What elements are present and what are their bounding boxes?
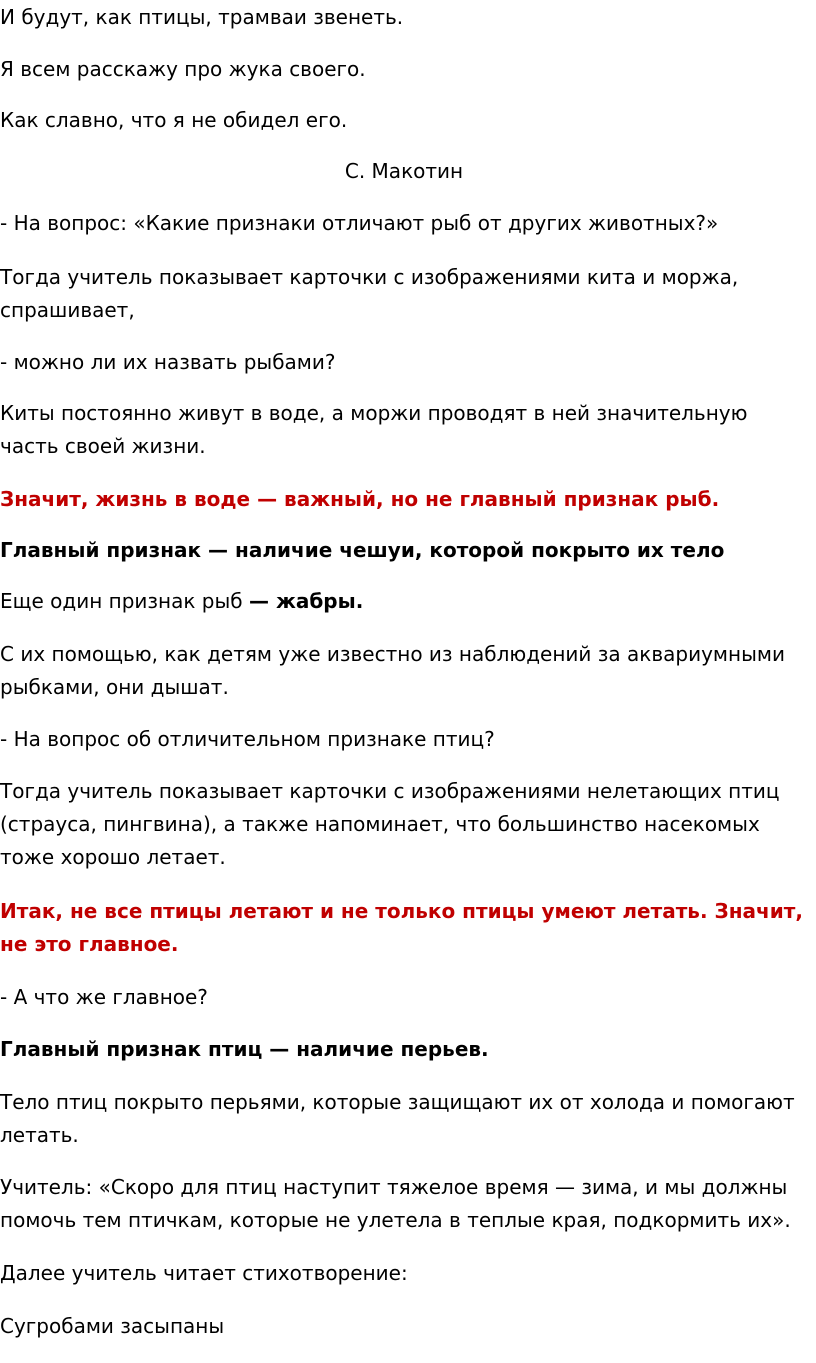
- paragraph-teacher-reads-poem: Далее учитель читает стихотворение:: [0, 1261, 408, 1285]
- question-can-call-fish: - можно ли их назвать рыбами?: [0, 350, 336, 374]
- paragraph-flightless-birds: Тогда учитель показывает карточки с изображениями нелетающих птиц (страуса, пингвина), а также напоминает, что большинство насекомых тоже хорошо летает.: [0, 779, 780, 869]
- gills-plain-text: Еще один признак рыб: [0, 589, 249, 613]
- main-sign-birds-feathers: Главный признак птиц — наличие перьев.: [0, 1037, 489, 1061]
- poem-line-2: Я всем расскажу про жука своего.: [0, 57, 366, 81]
- conclusion-birds-flight: Итак, не все птицы летают и не только птицы умеют летать. Значит, не это главное.: [0, 899, 803, 956]
- question-birds: - На вопрос об отличительном признаке птиц?: [0, 727, 495, 751]
- conclusion-fish-water: Значит, жизнь в воде — важный, но не главный признак рыб.: [0, 487, 720, 511]
- paragraph-feathers-function: Тело птиц покрыто перьями, которые защищают их от холода и помогают летать.: [0, 1090, 795, 1147]
- paragraph-teacher-cards-whale: Тогда учитель показывает карточки с изображениями кита и моржа, спрашивает,: [0, 265, 739, 322]
- question-fish: - На вопрос: «Какие признаки отличают рыб от других животных?»: [0, 211, 719, 235]
- paragraph-fish-gills: [0, 585, 808, 618]
- poem-line-1: И будут, как птицы, трамваи звенеть.: [0, 5, 404, 29]
- poem-first-line: Сугробами засыпаны: [0, 1314, 225, 1338]
- paragraph-whales-walruses: Киты постоянно живут в воде, а моржи проводят в ней значительную часть своей жизни.: [0, 401, 748, 458]
- main-sign-fish-scales: Главный признак — наличие чешуи, которой покрыто их тело: [0, 538, 725, 562]
- poem-line-3: Как славно, что я не обидел его.: [0, 108, 348, 132]
- question-what-main: - А что же главное?: [0, 985, 208, 1009]
- poem-author: С. Макотин: [344, 159, 464, 183]
- gills-bold-text: — жабры.: [248, 589, 364, 613]
- paragraph-gills-breathing: С их помощью, как детям уже известно из наблюдений за аквариумными рыбками, они дышат.: [0, 642, 785, 699]
- paragraph-teacher-winter: Учитель: «Скоро для птиц наступит тяжелое время — зима, и мы должны помочь тем птичкам, которые не улетела в теплые края, подкормить их».: [0, 1175, 791, 1232]
